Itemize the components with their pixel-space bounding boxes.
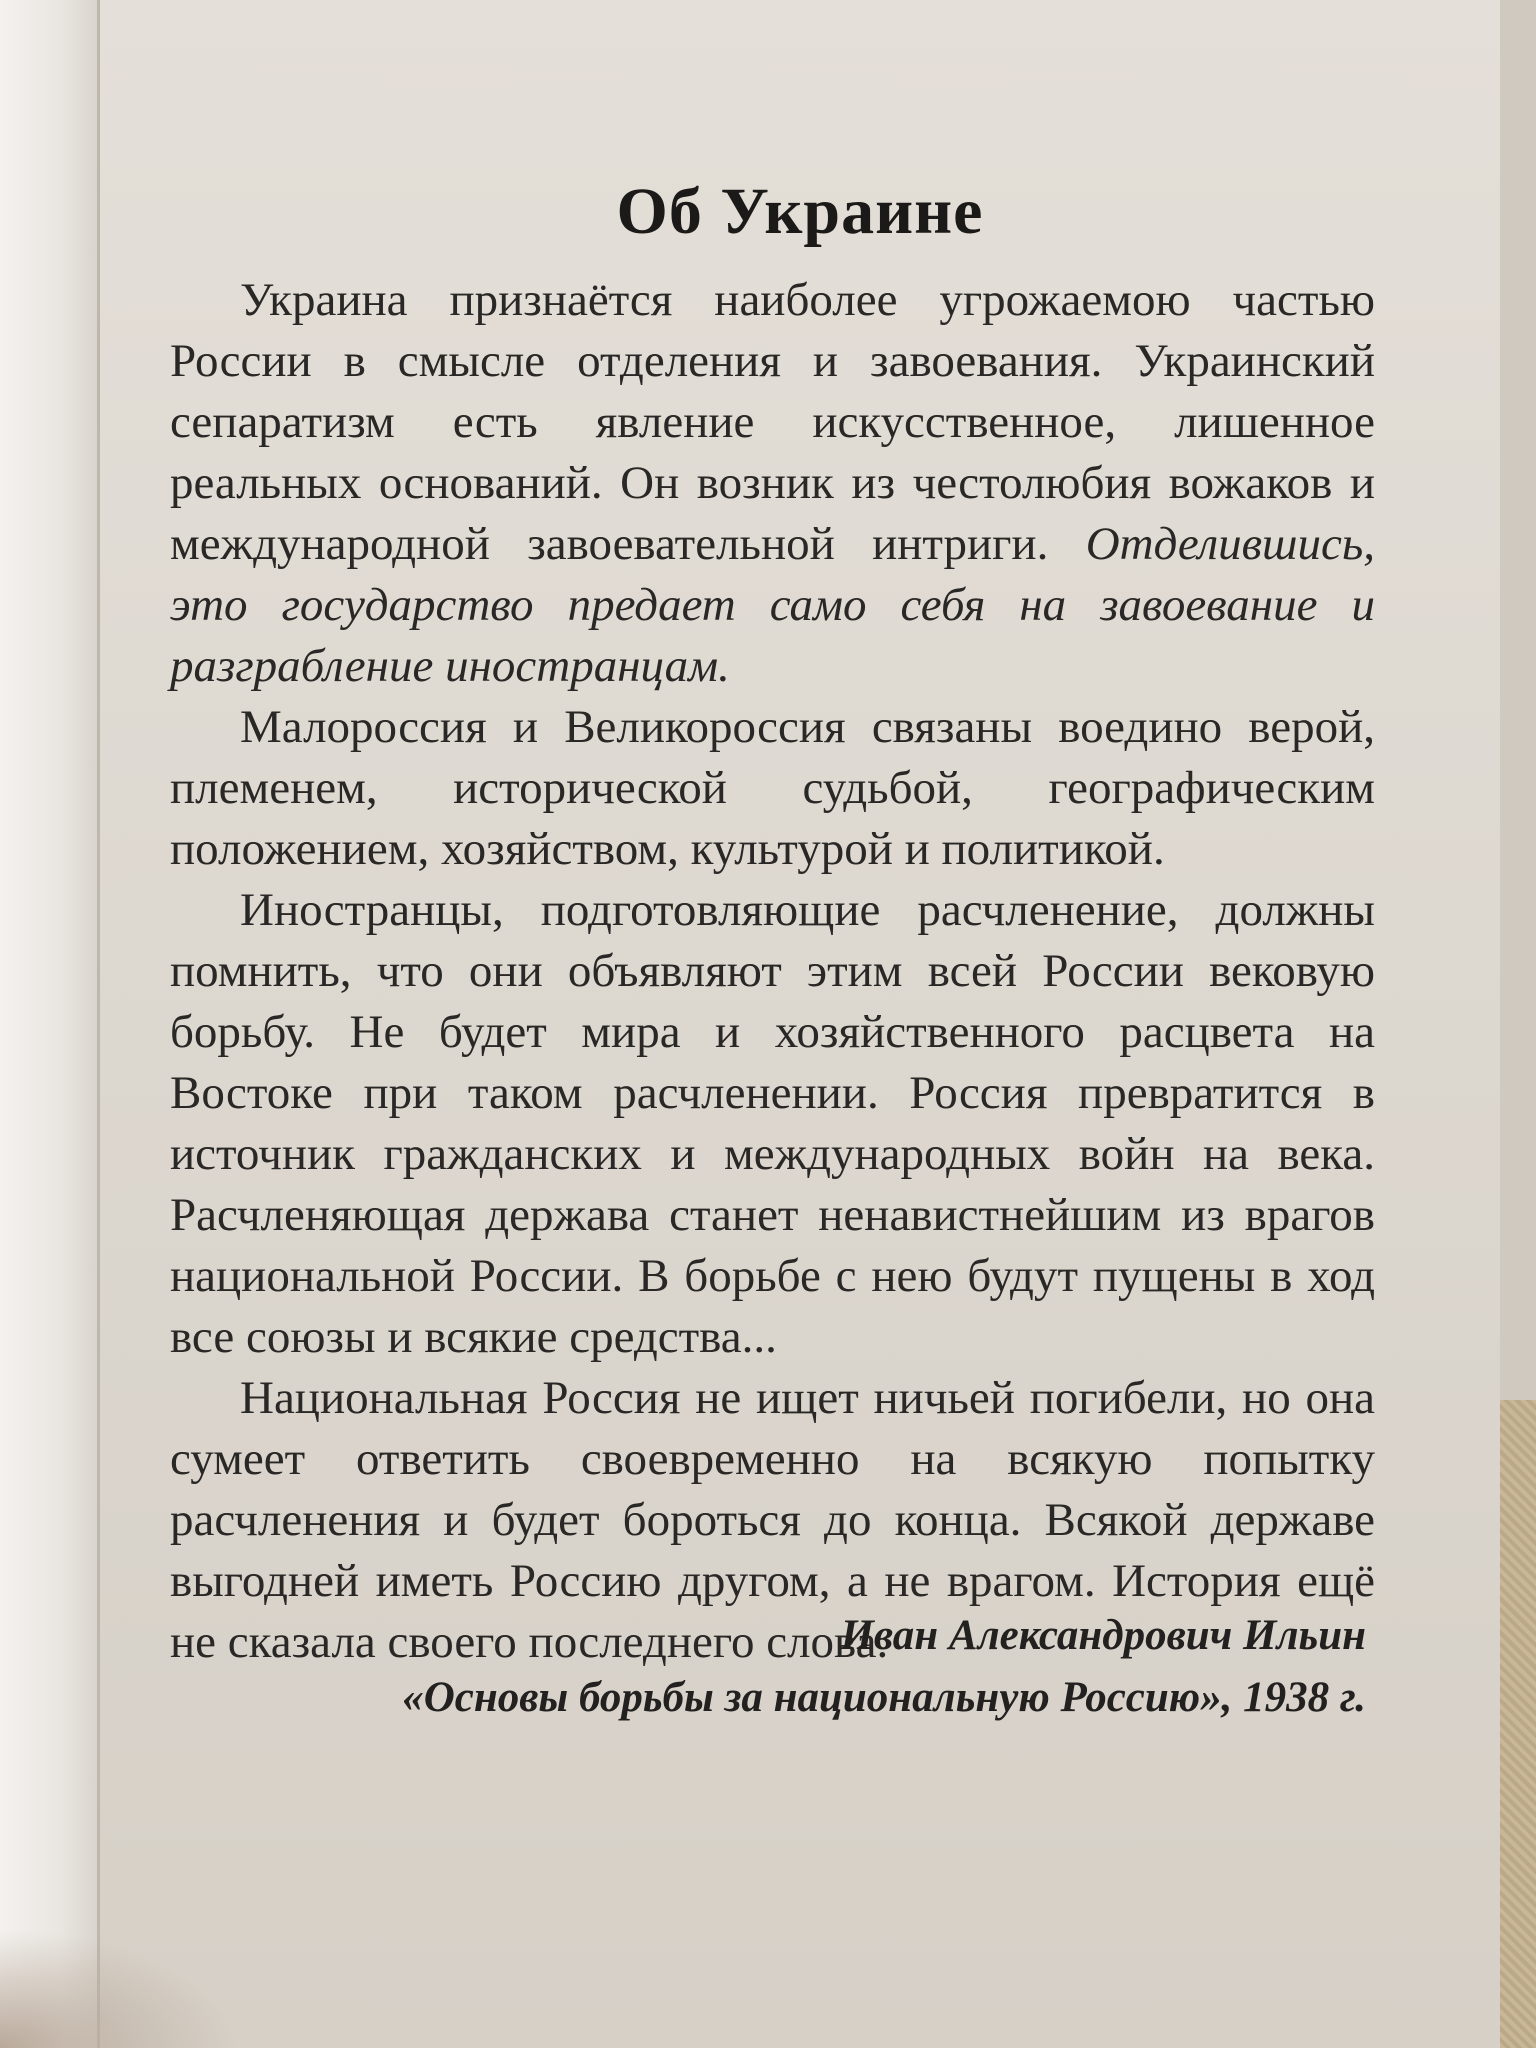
body-text xyxy=(170,270,1375,1673)
author-name: Иван Александрович Ильин xyxy=(840,1612,1366,1659)
paragraph-1-text: Украина признаётся наиболее угрожаемою частью России в смысле отделения и завоевания. Украинский сепаратизм есть явление искусственное, лишенное реальных оснований. Он возник из честолюбия вожаков и международной завоевательной интриги. xyxy=(170,274,1375,570)
background-surface xyxy=(1500,1400,1536,2048)
paragraph-1 xyxy=(170,270,1375,697)
finger-shadow xyxy=(0,1928,240,2048)
paragraph-3: Иностранцы, подготовляющие расчленение, должны помнить, что они объявляют этим всей России вековую борьбу. Не будет мира и хозяйственного расцвета на Востоке при таком расчленении. Россия превратится в источник гражданских и международных войн на века. Расчленяющая держава станет ненавистнейшим из врагов национальной России. В борьбе с нею будут пущены в ход все союзы и всякие средства... xyxy=(170,884,1375,1363)
facing-page-edge xyxy=(0,0,100,2048)
paragraph-2: Малороссия и Великороссия связаны воедино верой, племенем, исторической судьбой, географическим положением, хозяйством, культурой и политикой. xyxy=(170,701,1375,875)
paragraph-1-italic: Отделившись, это государство предает само себя на завоевание и разграбление иностранцам. xyxy=(170,518,1375,692)
page-title: Об Украине xyxy=(616,175,984,249)
paragraph-4: Национальная Россия не ищет ничьей погибели, но она сумеет ответить своевременно на всякую попытку расчленения и будет бороться до конца. Всякой державе выгодней иметь Россию другом, а не врагом. История ещё не сказала своего последнего слова. xyxy=(170,1372,1375,1668)
signature-block xyxy=(402,1605,1366,1729)
source-citation: «Основы борьбы за национальную Россию», 1938 г. xyxy=(402,1674,1366,1721)
